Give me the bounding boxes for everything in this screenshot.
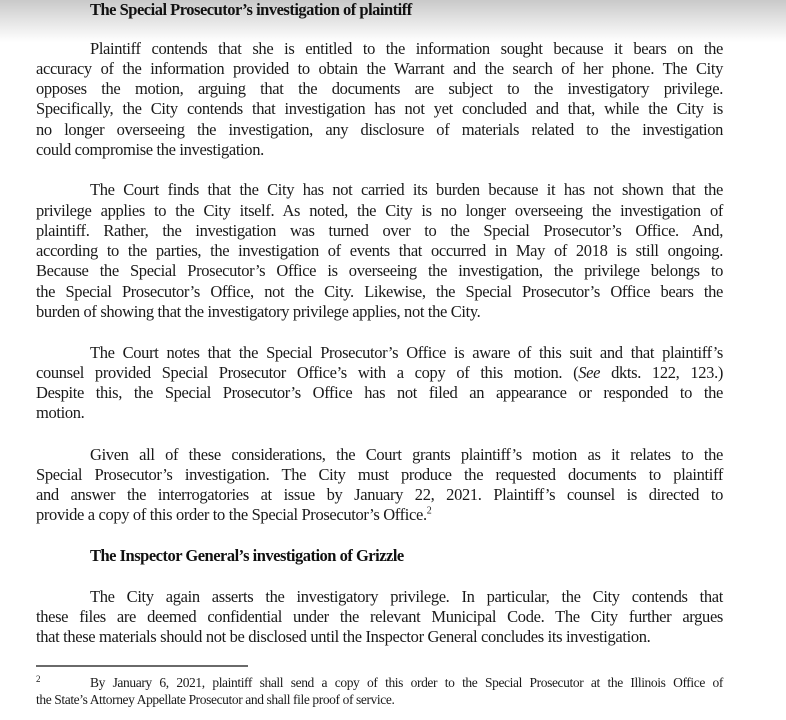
text-line: privilege applies to the City itself. As noted, the City is no longer overseeing the investigation of — [36, 201, 723, 220]
text-line: plaintiff. Rather, the investigation was turned over to the Special Prosecutor’s Office. And, — [36, 221, 723, 240]
text-line: burden of showing that the investigatory privilege applies, not the City. — [36, 302, 481, 321]
footnote-marker: 2 — [36, 674, 41, 684]
text-line: motion. — [36, 403, 85, 422]
text-line: Despite this, the Special Prosecutor’s Office has not filed an appearance or responded to the — [36, 383, 723, 402]
text-segment: counsel provided Special Prosecutor Office’s with a copy of this motion. ( — [36, 363, 579, 382]
footnote-reference[interactable]: 2 — [426, 505, 432, 517]
text-line: these files are deemed confidential under the relevant Municipal Code. The City further argues — [36, 607, 723, 626]
text-line: that these materials should not be disclosed until the Inspector General concludes its investigation. — [36, 627, 651, 646]
section-heading-special-prosecutor: The Special Prosecutor’s investigation of plaintiff — [90, 0, 412, 19]
citation-text: dkts. 122, 123.) — [600, 363, 723, 382]
text-line: Specifically, the City contends that investigation has not yet concluded and that, while the City is — [36, 99, 723, 118]
text-line: The City again asserts the investigatory privilege. In particular, the City contends that — [90, 587, 723, 606]
text-line: and answer the interrogatories at issue by January 22, 2021. Plaintiff’s counsel is directed to — [36, 485, 723, 504]
citation-signal: See — [578, 363, 601, 382]
text-line: the Special Prosecutor’s Office, not the City. Likewise, the Special Prosecutor’s Office bears the — [36, 282, 723, 301]
text-line: Because the Special Prosecutor’s Office is overseeing the investigation, the privilege belongs to — [36, 261, 723, 280]
text-line: no longer overseeing the investigation, any disclosure of materials related to the investigation — [36, 120, 723, 139]
text-line: could compromise the investigation. — [36, 140, 264, 159]
text-line: accuracy of the information provided to obtain the Warrant and the search of her phone. The City — [36, 59, 723, 78]
text-line: Given all of these considerations, the Court grants plaintiff’s motion as it relates to the — [90, 445, 723, 464]
footnote-separator — [36, 665, 248, 667]
footnote-line: the State’s Attorney Appellate Prosecutor and shall file proof of service. — [36, 692, 395, 707]
text-line-with-footnote-ref — [36, 505, 723, 525]
text-line: according to the parties, the investigation of events that occurred in May of 2018 is still ongoing. — [36, 241, 723, 260]
section-heading-inspector-general: The Inspector General’s investigation of Grizzle — [90, 546, 404, 565]
text-line: Special Prosecutor’s investigation. The City must produce the requested documents to plaintiff — [36, 465, 723, 484]
text-line: The Court finds that the City has not carried its burden because it has not shown that the — [90, 180, 723, 199]
text-line-with-citation — [36, 363, 723, 383]
text-segment: provide a copy of this order to the Special Prosecutor’s Office. — [36, 505, 427, 524]
text-line: opposes the motion, arguing that the documents are subject to the investigatory privilege. — [36, 79, 723, 98]
footnote-line: By January 6, 2021, plaintiff shall send a copy of this order to the Special Prosecutor at the Illinois Office of — [90, 675, 723, 690]
text-line: Plaintiff contends that she is entitled to the information sought because it bears on the — [90, 39, 723, 58]
text-line: The Court notes that the Special Prosecutor’s Office is aware of this suit and that plaintiff’s — [90, 343, 723, 362]
